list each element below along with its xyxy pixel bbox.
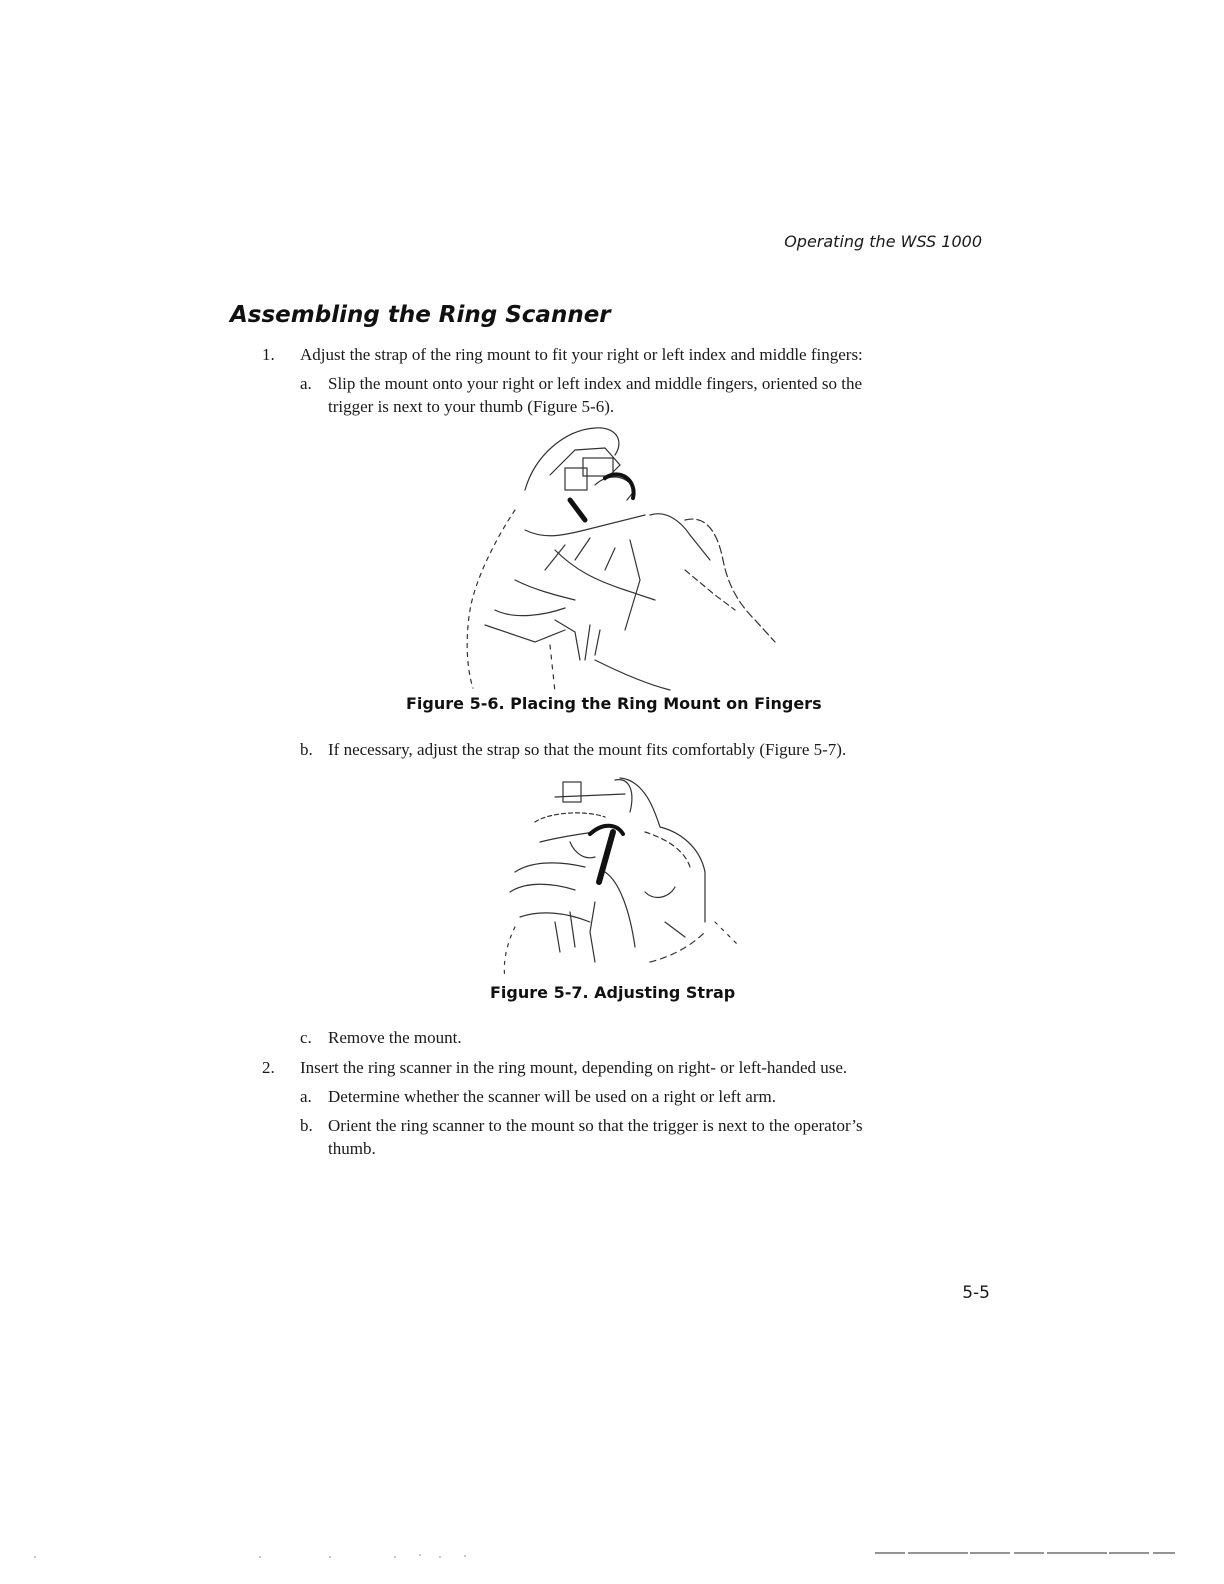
substep-letter: a. (300, 374, 312, 393)
figure-5-6 (455, 420, 795, 692)
step-number: 1. (262, 345, 275, 364)
substep-text: Remove the mount. (328, 1028, 462, 1047)
figure-5-7 (495, 772, 750, 977)
substep-letter: c. (300, 1028, 312, 1047)
step-number: 2. (262, 1058, 275, 1077)
hand-ring-mount-icon (455, 420, 795, 692)
substep-text: If necessary, adjust the strap so that the mount fits comfortably (Figure 5-7). (328, 740, 847, 759)
substep-text: Determine whether the scanner will be used on a right or left arm. (328, 1087, 776, 1106)
substep-text: Orient the ring scanner to the mount so that the trigger is next to the operator’s (328, 1116, 863, 1135)
substep-letter: b. (300, 1116, 313, 1135)
figure-caption: Figure 5-6. Placing the Ring Mount on Fingers (406, 694, 822, 713)
scan-artifact (0, 1545, 1224, 1565)
substep-text: thumb. (328, 1139, 376, 1158)
substep-text: trigger is next to your thumb (Figure 5-6). (328, 397, 615, 416)
step-text: Adjust the strap of the ring mount to fit your right or left index and middle fingers: (300, 345, 863, 364)
section-title: Assembling the Ring Scanner (230, 302, 611, 328)
figure-caption: Figure 5-7. Adjusting Strap (490, 983, 736, 1002)
substep-letter: b. (300, 740, 313, 759)
step-text: Insert the ring scanner in the ring mount, depending on right- or left-handed use. (300, 1058, 848, 1077)
running-head: Operating the WSS 1000 (784, 232, 982, 251)
hand-strap-icon (495, 772, 750, 977)
page-number: 5-5 (962, 1283, 990, 1303)
substep-text: Slip the mount onto your right or left index and middle fingers, oriented so the (328, 374, 862, 393)
substep-letter: a. (300, 1087, 312, 1106)
